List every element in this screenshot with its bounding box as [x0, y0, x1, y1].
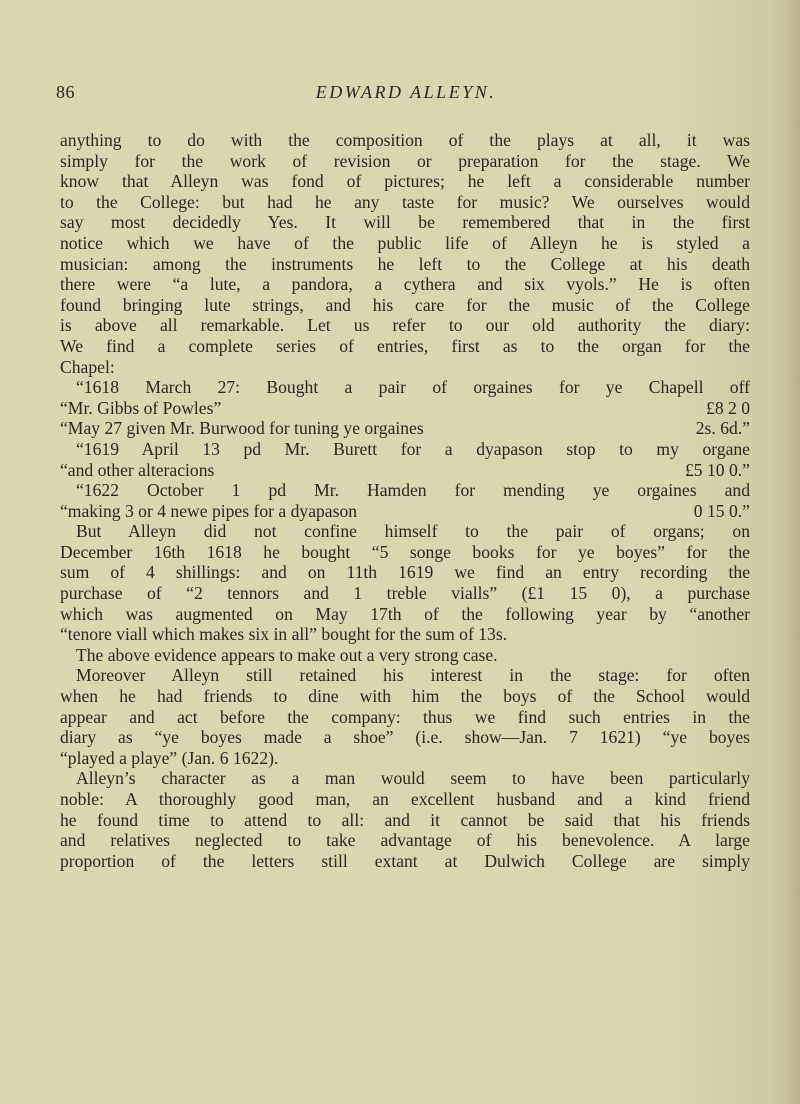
- running-title: EDWARD ALLEYN.: [315, 82, 497, 102]
- text-line: to the College: but had he any taste for music? We ourselves would: [60, 191, 750, 212]
- text-line: when he had friends to dine with him the boys of the School would: [60, 686, 750, 707]
- diary-entry: [60, 501, 750, 522]
- text-line: musician: among the instruments he left to the College at his death: [60, 253, 750, 274]
- text-line: The above evidence appears to make out a very strong case.: [76, 644, 498, 665]
- text-line: is above all remarkable. Let us refer to our old authority the diary:: [60, 315, 750, 336]
- text-line: diary as “ye boyes made a shoe” (i.e. show—Jan. 7 1621) “ye boyes: [60, 727, 750, 748]
- text-line: Moreover Alleyn still retained his interest in the stage: for often: [76, 665, 750, 686]
- entry-amount: £5 10 0.”: [685, 459, 750, 480]
- text-line: found bringing lute strings, and his care for the music of the College: [60, 294, 750, 315]
- text-line: Chapel:: [60, 356, 115, 377]
- text-line: sum of 4 shillings: and on 11th 1619 we find an entry recording the: [60, 562, 750, 583]
- text-line: know that Alleyn was fond of pictures; he left a considerable number: [60, 171, 750, 192]
- entry-text: “making 3 or 4 newe pipes for a dyapason: [60, 500, 358, 521]
- text-line: proportion of the letters still extant at Dulwich College are simply: [60, 850, 750, 871]
- diary-entry: [60, 418, 750, 439]
- entry-text: “May 27 given Mr. Burwood for tuning ye orgaines: [60, 418, 424, 439]
- text-line: which was augmented on May 17th of the following year by “another: [60, 603, 750, 624]
- diary-entry: “1619 April 13 pd Mr. Burett for a dyapason stop to my organe: [76, 438, 750, 459]
- text-line: he found time to attend to all: and it cannot be said that his friends: [60, 809, 750, 830]
- text-line: December 16th 1618 he bought “5 songe books for ye boyes” for the: [60, 541, 750, 562]
- page-header: [56, 82, 756, 112]
- text-line: “tenore viall which makes six in all” bought for the sum of 13s.: [60, 624, 508, 645]
- entry-amount: 2s. 6d.”: [695, 418, 750, 439]
- text-line: and relatives neglected to take advantage of his benevolence. A large: [60, 830, 750, 851]
- text-line: But Alleyn did not confine himself to the pair of organs; on: [76, 521, 750, 542]
- entry-amount: 0 15 0.”: [693, 500, 750, 521]
- text-line: say most decidedly Yes. It will be remembered that in the first: [60, 212, 750, 233]
- entry-text: “and other alteracions: [60, 459, 215, 480]
- diary-entry: [60, 398, 750, 419]
- text-line: “played a playe” (Jan. 6 1622).: [60, 747, 279, 768]
- diary-entry: [60, 460, 750, 481]
- text-line: anything to do with the composition of the plays at all, it was: [60, 130, 750, 150]
- text-line: Alleyn’s character as a man would seem to have been particularly: [76, 768, 750, 789]
- page-edge-shadow: [782, 0, 800, 1104]
- diary-entry: “1622 October 1 pd Mr. Hamden for mending ye orgaines and: [76, 480, 750, 501]
- page-number: 86: [56, 82, 75, 102]
- text-line: appear and act before the company: thus we find such entries in the: [60, 706, 750, 727]
- entry-text: “Mr. Gibbs of Powles”: [60, 397, 222, 418]
- text-line: purchase of “2 tennors and 1 treble vialls” (£1 15 0), a purchase: [60, 583, 750, 604]
- text-line: notice which we have of the public life of Alleyn he is styled a: [60, 232, 750, 253]
- text-line: there were “a lute, a pandora, a cythera and six vyols.” He is often: [60, 274, 750, 295]
- text-line: simply for the work of revision or preparation for the stage. We: [60, 150, 750, 171]
- body-text: [60, 130, 750, 871]
- entry-amount: £8 2 0: [706, 397, 750, 418]
- text-line: noble: A thoroughly good man, an excellent husband and a kind friend: [60, 789, 750, 809]
- diary-entry: “1618 March 27: Bought a pair of orgaines for ye Chapell off: [76, 377, 750, 398]
- text-line: We find a complete series of entries, first as to the organ for the: [60, 335, 750, 356]
